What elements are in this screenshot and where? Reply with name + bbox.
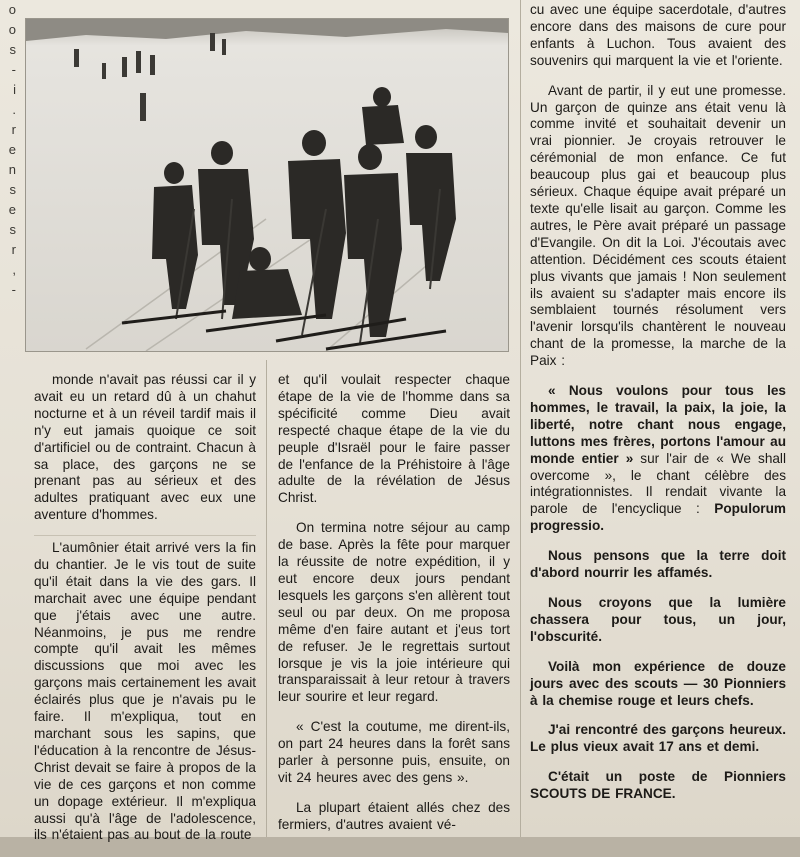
margin-fragment: e: [8, 202, 16, 217]
encyclique-title: Populorum progressio.: [530, 501, 786, 534]
column-3: [530, 2, 786, 816]
margin-fragment: s: [9, 42, 16, 57]
paragraph: J'ai rencontré des garçons heureux. Le plus vieux avait 17 ans et demi.: [530, 722, 786, 755]
paragraph: La plupart étaient allés chez des fermiers, d'autres avaient vé-: [278, 799, 510, 832]
margin-fragment: r: [11, 122, 16, 137]
paragraph: L'aumônier était arrivé vers la fin du chantier. Je le vis tout de suite qu'il était dans la vie des gars. Il marchait avec une équipe pendant que j'étais avec une autre. Néanmoins, je pus me rendre compte qu'il avait les mêmes discussions que moi avec les garçons mais certainement les avait éclairés plus que je n'avais pu le faire. Il m'expliqua, tout en marchant sous les sapins, que l'éducation à la rencontre de Jésus-Christ devait se faire à propos de la vie de ces garçons et non comme un dopage extérieur. Il m'expliqua aussi qu'à l'âge de l'adolescence, ils n'étaient pas au bout de la route: [34, 540, 256, 843]
paragraph: « C'est la coutume, me dirent-ils, on part 24 heures dans la forêt sans parler à personne puis, ensuite, on vit 24 heures avec des gens ».: [278, 719, 510, 785]
margin-fragment: n: [8, 162, 16, 177]
margin-fragment: ,: [12, 262, 16, 277]
paragraph: monde n'avait pas réussi car il y avait eu un retard dû à un chahut nocturne et à un réveil tardif mais il n'y eut jamais quoique ce soit d'artificiel ou de contraint. Chacun à sa place, des garçons ne se prenant pas au sérieux et des adultes pratiquant avec eux une aventure d'hommes.: [34, 372, 256, 523]
column-1-lower: [34, 540, 256, 857]
margin-fragment: s: [9, 222, 16, 237]
paragraph: Nous pensons que la terre doit d'abord nourrir les affamés.: [530, 548, 786, 581]
paragraph: cu avec une équipe sacerdotale, d'autres encore dans des maisons de cure pour enfants à Luchon. Tous avaient des souvenirs qui marquent la vie et l'oriente.: [530, 2, 786, 68]
promise-song-quote: « Nous voulons pour tous les hommes, le travail, la paix, la joie, la liberté, notre chant nous engage, luttons mes frères, portons l'amour au monde entier »: [530, 383, 786, 466]
left-margin-fragments: [0, 0, 16, 380]
column-rule: [520, 0, 521, 837]
margin-fragment: o: [8, 22, 16, 37]
paragraph: Avant de partir, il y eut une promesse. Un garçon de quinze ans était venu là comme invité et souhaitait devenir un vrai pionnier. Je croyais retrouver le cérémonial de mon enfance. Ce fut beaucoup plus gai et beaucoup plus sérieux. Chaque équipe avait préparé un texte qu'elle lisait au garçon. Comme les autres, le Père avait préparé un passage d'Evangile. On dit la Loi. J'écoutais avec attention. Décidément ces scouts étaient plus vivants que jamais ! Non seulement ils avaient su s'adapter mais encore ils semblaient tournés résolument vers l'avenir lorsqu'ils chantèrent le nouveau chant de la promesse, la marche de la Paix :: [530, 82, 786, 369]
ski-group-photo: [25, 18, 509, 352]
margin-fragment: .: [12, 102, 16, 117]
paragraph: et qu'il voulait respecter chaque étape de la vie de l'homme dans sa spécificité comme Dieu avait respecté chaque étape de la vie du peuple d'Israël pour le faire passer de l'enfance de la Préhistoire à l'âge adulte de la révélation de Jésus Christ.: [278, 372, 510, 506]
paragraph: Voilà mon expérience de douze jours avec des scouts — 30 Pionniers à la chemise rouge et leurs chefs.: [530, 658, 786, 708]
margin-fragment: r: [11, 242, 16, 257]
margin-fragment: i: [13, 82, 16, 97]
quote-context: sur l'air de « We shall overcome », le chant célèbre des intégrationnistes. Il rendait vivante la parole de l'encyclique :: [530, 450, 786, 517]
margin-fragment: e: [8, 142, 16, 157]
paragraph: On termina notre séjour au camp de base. Après la fête pour marquer la réussite de notre expédition, il y eut encore deux jours pendant lesquels les garçons s'en allèrent tout seul ou par deux. On me proposa même d'en faire autant et j'eus tort de refuser. Je le regrettais surtout lorsque je vis la joie intérieure qui transparaissait à leur retour à travers leur sourire et leur regard.: [278, 520, 510, 705]
column-rule: [266, 360, 267, 837]
paragraph: Nous croyons que la lumière chassera pour tous, un jour, l'obscurité.: [530, 595, 786, 644]
margin-fragment: s: [9, 182, 16, 197]
margin-fragment: -: [11, 62, 16, 77]
paragraph: [530, 383, 786, 535]
margin-fragment: o: [8, 2, 16, 17]
divider: [34, 535, 256, 536]
paragraph: C'était un poste de Pionniers SCOUTS DE FRANCE.: [530, 769, 786, 802]
column-1: [34, 372, 256, 537]
column-2: [278, 372, 510, 847]
margin-fragment: -: [11, 282, 16, 297]
